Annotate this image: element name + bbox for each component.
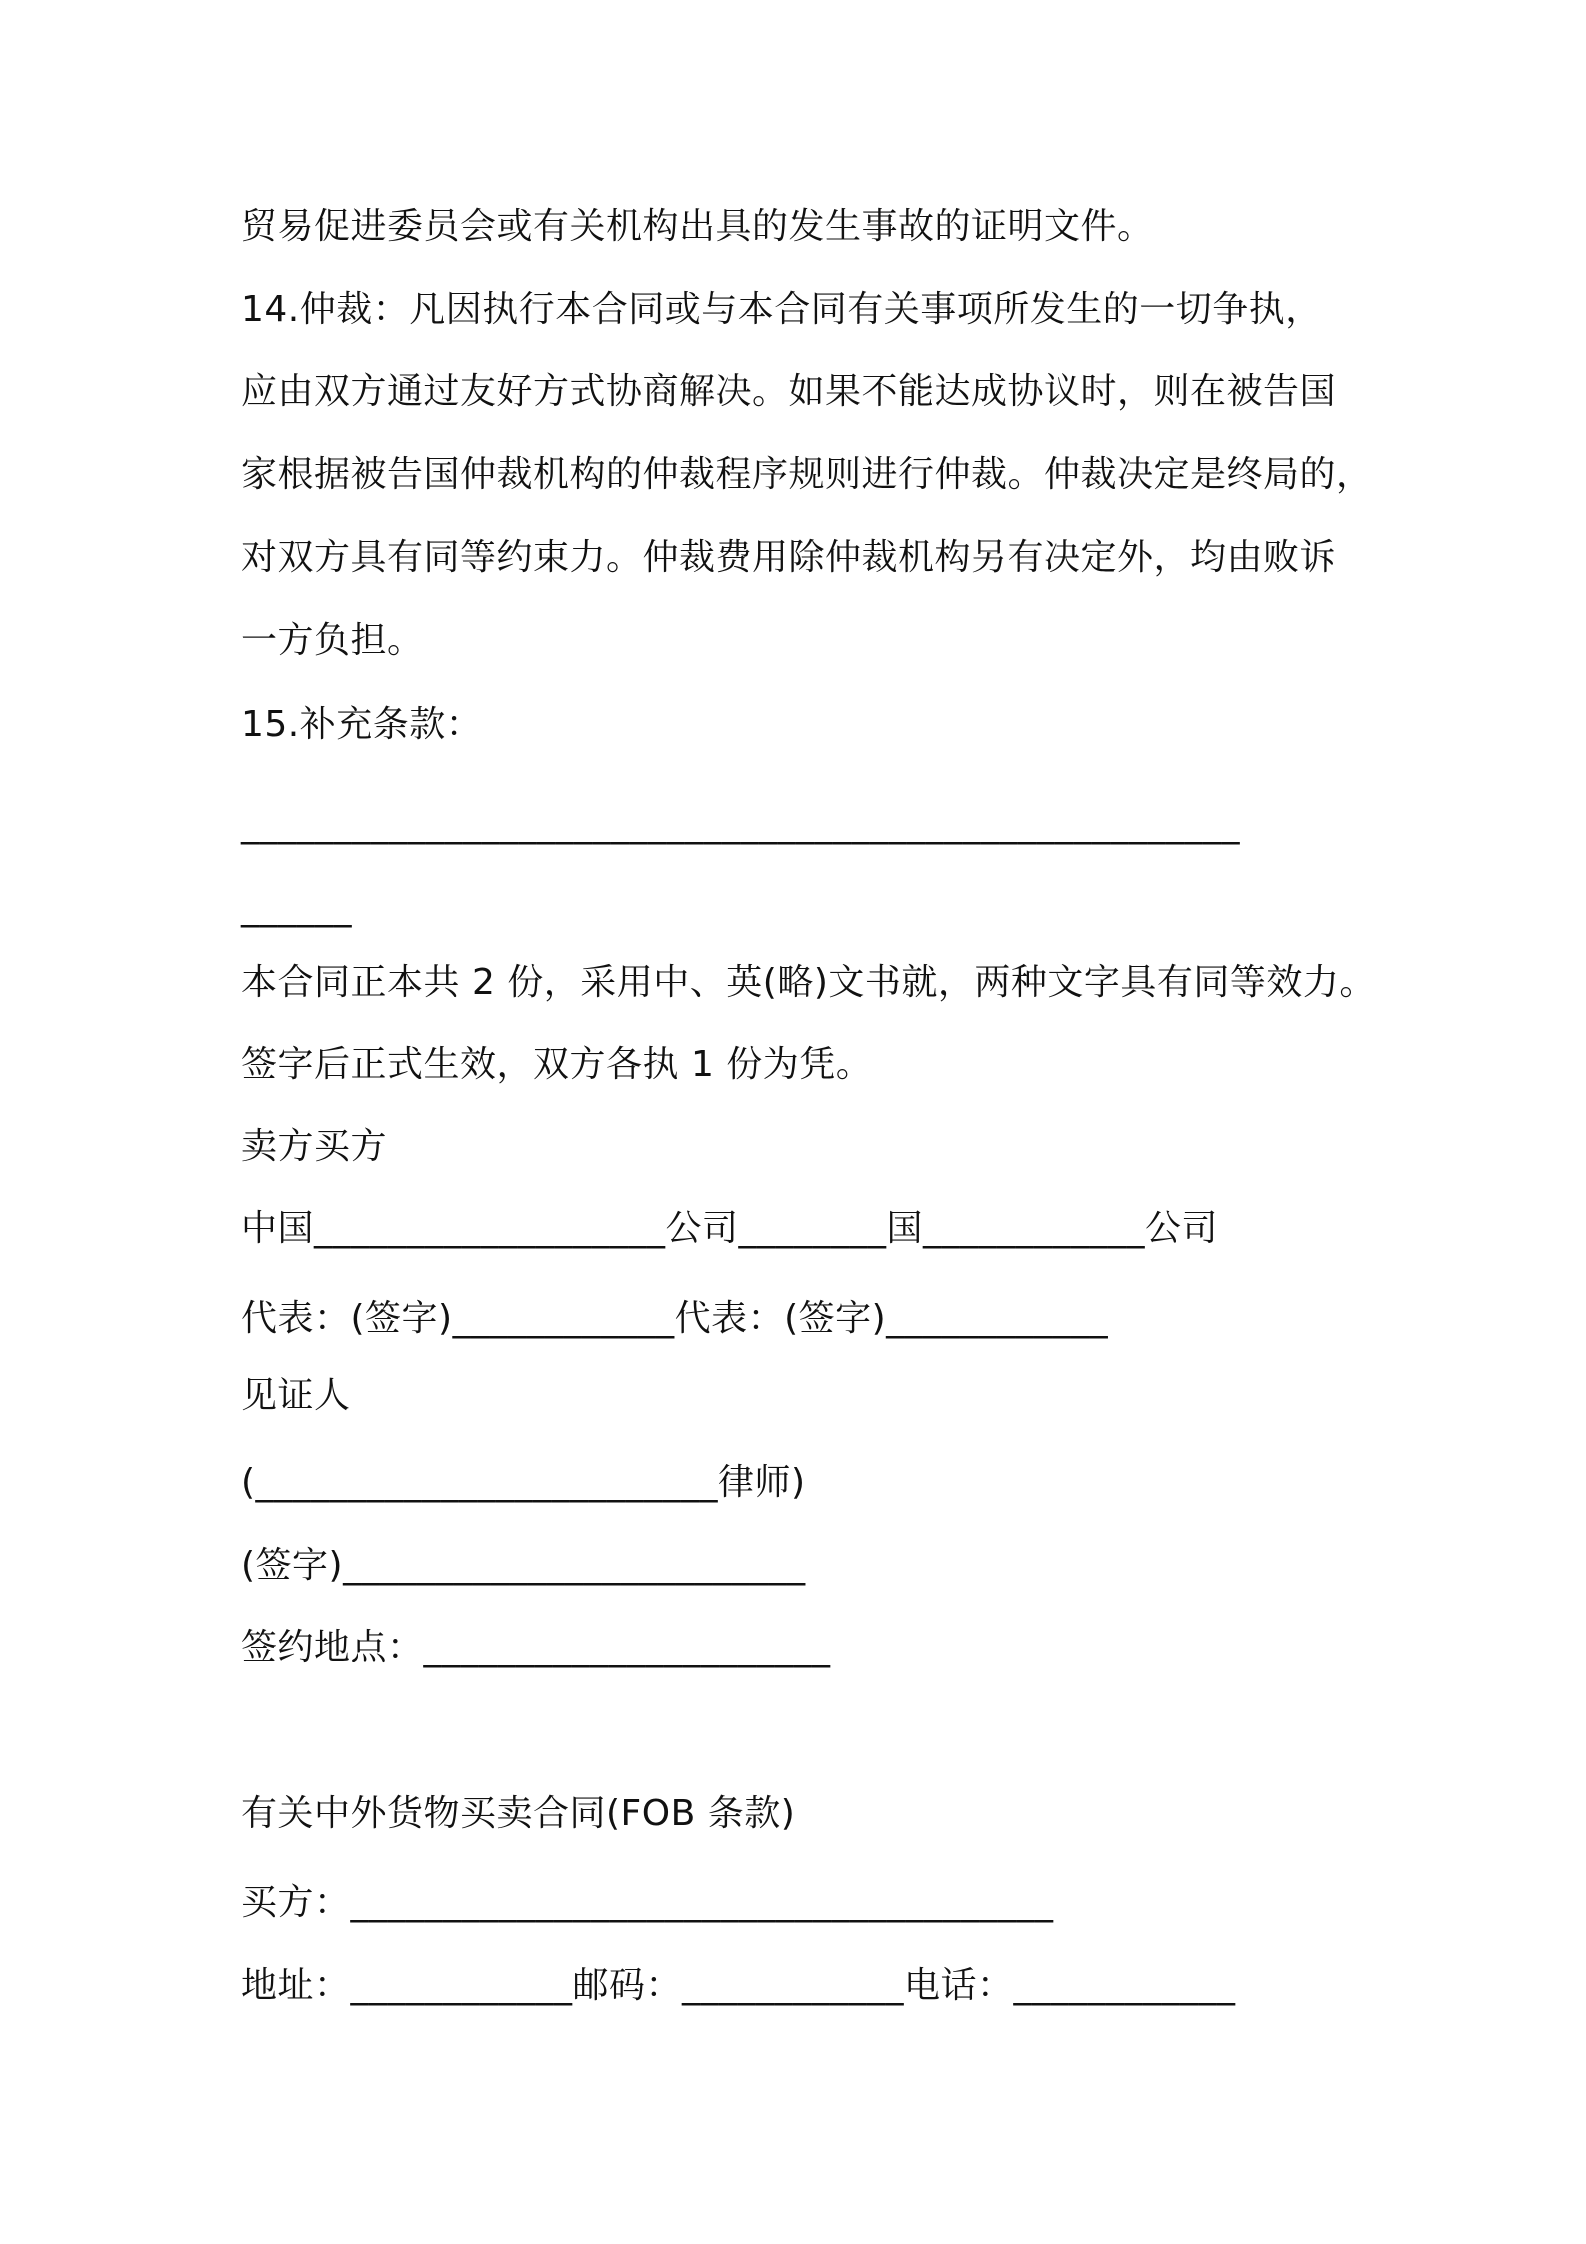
supplementary-blank-line-1: ______________________________________________________ (241, 804, 1240, 845)
signing-place-line: 签约地点：______________________ (241, 1627, 831, 1668)
witness-lawyer-line: (_________________________律师) (241, 1462, 806, 1503)
buyer-line: 买方：______________________________________ (241, 1882, 1054, 1923)
witness-signature-line: (签字)_________________________ (241, 1545, 806, 1586)
company-names-line: 中国___________________公司________国____________公司 (241, 1208, 1219, 1249)
witness-heading: 见证人 (241, 1375, 351, 1416)
clause-14-arbitration-line-4: 对双方具有同等约束力。仲裁费用除仲裁机构另有决定外，均由败诉 (241, 537, 1337, 578)
clause-14-arbitration-line-2: 应由双方通过友好方式协商解决。如果不能达成协议时，则在被告国 (241, 371, 1337, 412)
copies-statement-line-1: 本合同正本共 2 份，采用中、英(略)文书就，两种文字具有同等效力。 (241, 962, 1376, 1003)
clause-14-arbitration-line-5: 一方负担。 (241, 620, 424, 661)
fob-contract-title: 有关中外货物买卖合同(FOB 条款) (241, 1793, 796, 1834)
seller-buyer-heading: 卖方买方 (241, 1126, 388, 1167)
clause-15-supplementary-heading: 15.补充条款： (241, 704, 483, 745)
clause-14-arbitration-line-1: 14.仲裁：凡因执行本合同或与本合同有关事项所发生的一切争执， (241, 289, 1322, 330)
representative-signature-line: 代表：(签字)____________代表：(签字)____________ (241, 1298, 1109, 1339)
copies-statement-line-2: 签字后正式生效，双方各执 1 份为凭。 (241, 1044, 873, 1085)
address-postcode-phone-line: 地址：____________邮码：____________电话：____________ (241, 1965, 1236, 2006)
paragraph-accident-certificate: 贸易促进委员会或有关机构出具的发生事故的证明文件。 (241, 206, 1154, 247)
supplementary-blank-line-2: ______ (241, 887, 352, 928)
clause-14-arbitration-line-3: 家根据被告国仲裁机构的仲裁程序规则进行仲裁。仲裁决定是终局的， (241, 454, 1373, 495)
